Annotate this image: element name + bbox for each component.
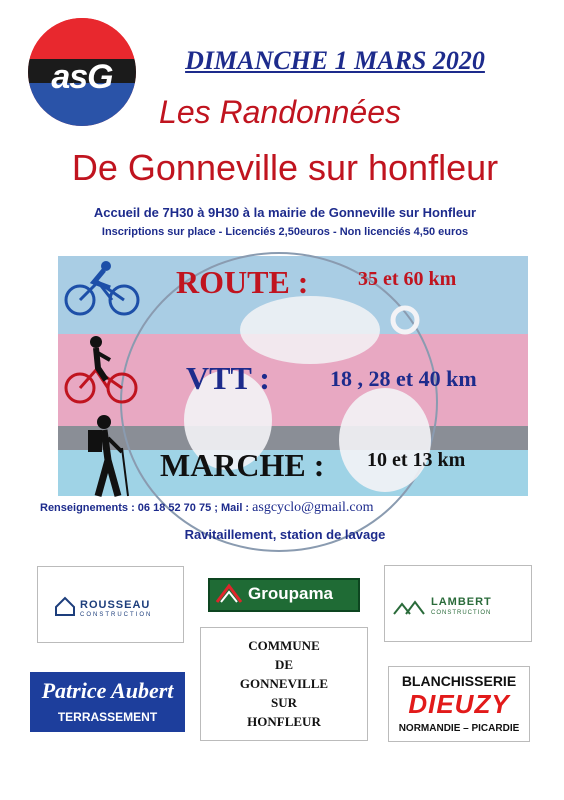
house-icon <box>54 595 76 617</box>
aubert-sub: TERRASSEMENT <box>57 710 158 724</box>
vtt-distance: 18 , 28 et 40 km <box>330 366 477 391</box>
dieuzy-line-3: NORMANDIE – PICARDIE <box>398 723 520 734</box>
rousseau-logo <box>37 566 184 643</box>
marche-distance: 10 et 13 km <box>367 449 466 471</box>
groupama-name: Groupama <box>248 584 334 603</box>
event-date: DIMANCHE 1 MARS 2020 <box>185 46 485 75</box>
accueil-text: Accueil de 7H30 à 9H30 à la mairie de Gonneville sur Honfleur <box>93 205 477 220</box>
lambert-name: LAMBERT <box>431 596 492 608</box>
contact-email[interactable]: asgcyclo@gmail.com <box>252 500 374 515</box>
rousseau-name: ROUSSEAU <box>80 599 151 611</box>
lambert-logo <box>384 565 532 642</box>
marche-label: MARCHE : <box>160 447 325 483</box>
aubert-logo <box>30 672 185 732</box>
dieuzy-logo <box>388 666 530 742</box>
dieuzy-line-1: BLANCHISSERIE <box>401 673 517 689</box>
rousseau-sub: CONSTRUCTION <box>80 612 153 618</box>
commune-line-3: GONNEVILLE <box>239 676 329 691</box>
road-cyclist-icon <box>62 258 142 318</box>
commune-line-5: HONFLEUR <box>247 714 321 729</box>
logo-text: asG <box>51 58 113 96</box>
mtb-cyclist-icon <box>62 330 142 410</box>
vtt-label: VTT : <box>186 360 270 396</box>
houses-icon <box>393 596 429 616</box>
groupama-emblem-icon <box>215 582 243 606</box>
commune-line-4: SUR <box>270 695 297 710</box>
title-line-2: De Gonneville sur honfleur <box>71 147 499 188</box>
route-label: ROUTE : <box>176 264 309 300</box>
aubert-name: Patrice Aubert <box>41 678 174 703</box>
groupama-logo <box>208 578 360 612</box>
dieuzy-line-2: DIEUZY <box>408 689 510 719</box>
ravitaillement-text: Ravitaillement, station de lavage <box>184 527 386 542</box>
commune-box <box>200 627 368 741</box>
lambert-sub: CONSTRUCTION <box>431 610 492 616</box>
commune-line-2: DE <box>274 657 294 672</box>
title-line-1: Les Randonnées <box>159 94 401 130</box>
commune-line-1: COMMUNE <box>248 638 320 653</box>
route-distance: 35 et 60 km <box>358 268 457 290</box>
hiker-icon <box>74 412 144 502</box>
contact-text: Renseignements : 06 18 52 70 75 ; Mail : <box>40 502 250 514</box>
inscriptions-text: Inscriptions sur place - Licenciés 2,50euros - Non licenciés 4,50 euros <box>101 226 469 238</box>
contact-line <box>40 500 374 516</box>
